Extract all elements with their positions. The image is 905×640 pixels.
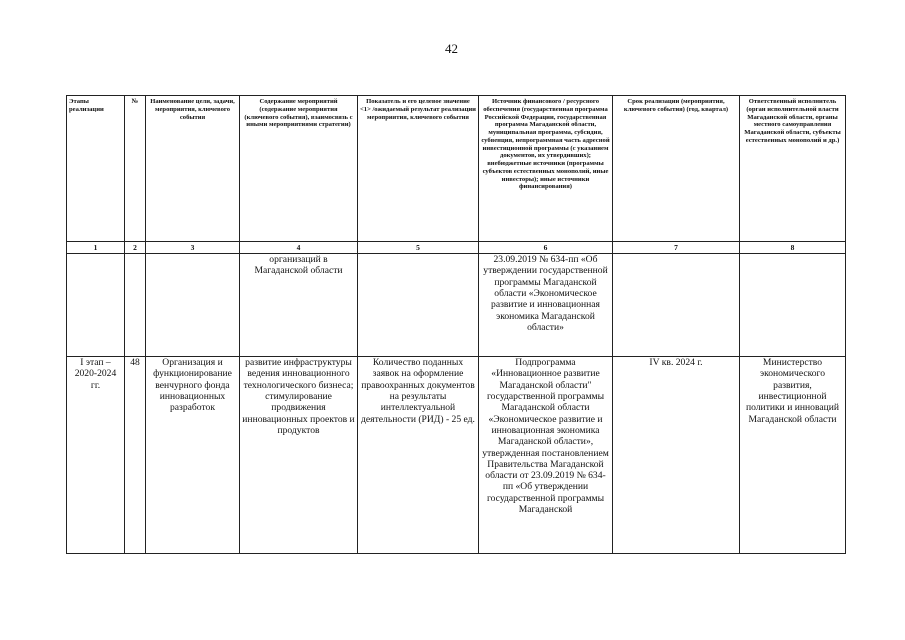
- column-number: 5: [358, 242, 479, 254]
- column-number: 7: [613, 242, 740, 254]
- table-cell: развитие инфраструктуры ведения инновационного технологического бизнеса; стимулирование продвижения инновационных проектов и продуктов: [240, 357, 358, 554]
- header-cell-executor: Ответственный исполнитель (орган исполнительной власти Магаданской области, органы местного самоуправления Магаданской области, субъекты естественных монополий и др.): [740, 96, 846, 242]
- header-cell-content: Содержание мероприятий (содержание мероприятия (ключевого события), взаимосвязь с иными мероприятиями стратегии): [240, 96, 358, 242]
- strategy-table: [66, 95, 846, 554]
- column-number-row: [67, 242, 846, 254]
- table-cell: Организация и функционирование венчурного фонда инновационных разработок: [146, 357, 240, 554]
- table-cell: [146, 254, 240, 357]
- table-cell: IV кв. 2024 г.: [613, 357, 740, 554]
- header-cell-source: Источник финансового / ресурсного обеспечения (государственная программа Российской Федерации, государственная программа Магаданской области, муниципальная программа, субсидия, субвенция, непрограммная часть адресной инвестиционной программы (с указанием документов, их утвердивших); внебюджетные источники (программы субъектов естественных монополий, иные инвесторы); иные источники финансирования): [479, 96, 613, 242]
- table-cell: Количество поданных заявок на оформление правоохранных документов на результаты интеллектуальной деятельности (РИД) - 25 ед.: [358, 357, 479, 554]
- table-cell: [613, 254, 740, 357]
- table-cell: [67, 254, 125, 357]
- column-number: 8: [740, 242, 846, 254]
- header-cell-indicator: Показатель и его целевое значение <1> /ожидаемый результат реализации мероприятия, ключевого события: [358, 96, 479, 242]
- header-cell-number: №: [125, 96, 146, 242]
- column-number: 1: [67, 242, 125, 254]
- header-cell-stage: Этапы реализации: [67, 96, 125, 242]
- table-row: [67, 254, 846, 357]
- page-number: 42: [445, 41, 458, 56]
- header-cell-name: Наименование цели, задачи, мероприятия, ключевого события: [146, 96, 240, 242]
- table-cell: Подпрограмма «Инновационное развитие Магаданской области" государственной программы Магаданской области «Экономическое развитие и инновационная экономика Магаданской области», утвержденная постановлением Правительства Магаданской области от 23.09.2019 № 634-пп «Об утверждении государственной программы Магаданской: [479, 357, 613, 554]
- table-cell: 48: [125, 357, 146, 554]
- column-number: 6: [479, 242, 613, 254]
- table-row: [67, 357, 846, 554]
- table-cell: 23.09.2019 № 634-пп «Об утверждении государственной программы Магаданской области «Экономическое развитие и инновационная экономика Магаданской области»: [479, 254, 613, 357]
- column-number: 3: [146, 242, 240, 254]
- table-cell: [740, 254, 846, 357]
- column-number: 2: [125, 242, 146, 254]
- table-cell: [125, 254, 146, 357]
- header-cell-deadline: Срок реализации (мероприятия, ключевого события) (год, квартал): [613, 96, 740, 242]
- table-cell: I этап – 2020-2024 гг.: [67, 357, 125, 554]
- table-cell: Министерство экономического развития, инвестиционной политики и инноваций Магаданской области: [740, 357, 846, 554]
- header-row: [67, 96, 846, 242]
- table-cell: [358, 254, 479, 357]
- column-number: 4: [240, 242, 358, 254]
- table-cell: организаций в Магаданской области: [240, 254, 358, 357]
